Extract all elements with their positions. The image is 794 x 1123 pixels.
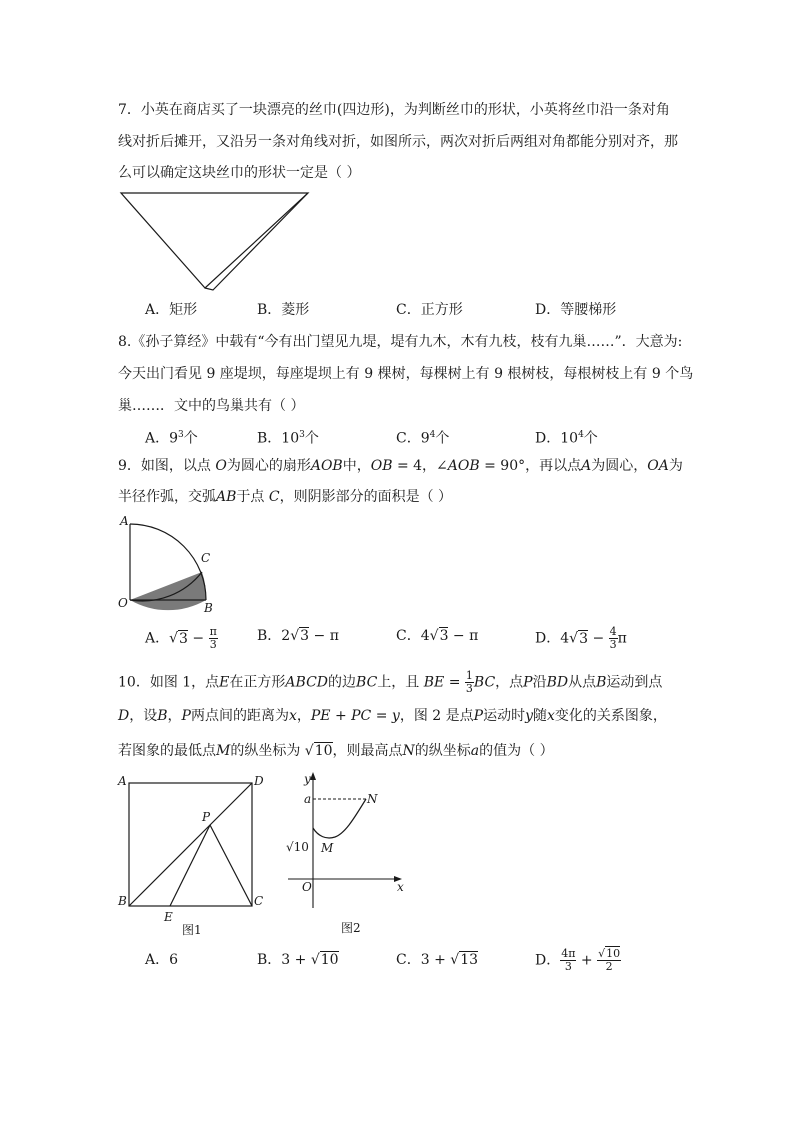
q7-text-line-2: 线对折后摊开，又沿另一条对角线对折，如图所示，两次对折后两组对角都能分别对齐，那 bbox=[118, 134, 678, 150]
q10-diagonal-bd bbox=[129, 783, 252, 906]
q9-label-c: C bbox=[201, 551, 211, 565]
q10-fig2-label-o: O bbox=[302, 880, 312, 894]
q10-curve bbox=[313, 799, 366, 838]
q10-text-line-2: D，设B，P两点间的距离为x，PE + PC = y，图 2 是点P运动时y随x变化的关系图象， bbox=[118, 708, 667, 724]
q8-text-line-3: 巢……．文中的鸟巢共有（ ） bbox=[118, 398, 305, 414]
q9-sector-figure bbox=[118, 513, 228, 618]
q9-text-line-1: 9．如图，以点 O为圆心的扇形AOB中，OB = 4，∠AOB = 90°，再以点A为圆心，OA为 bbox=[118, 458, 683, 474]
q10-fig1-label-a: A bbox=[118, 774, 127, 788]
q10-fig2-label-n: N bbox=[367, 792, 378, 806]
q7-option-a[interactable]: A．矩形 bbox=[145, 302, 198, 318]
q10-fig1-label-p: P bbox=[202, 810, 211, 824]
q10-figure-2 bbox=[280, 770, 420, 937]
q10-option-b[interactable]: B．3 + √10 bbox=[257, 952, 339, 968]
q10-fig1-label-d: D bbox=[254, 774, 264, 788]
q10-segment-pe bbox=[170, 825, 210, 906]
q8-option-d[interactable]: D．$10^4$个 bbox=[535, 430, 598, 447]
q10-fig2-label-sqrt10: √10 bbox=[286, 840, 309, 854]
q10-option-a[interactable]: A．6 bbox=[145, 952, 179, 968]
q9-shaded-region bbox=[130, 572, 206, 610]
q7-option-c[interactable]: C．正方形 bbox=[396, 302, 463, 318]
q10-option-d[interactable]: D． $\frac{4\pi}{3}$ + $\frac{√10}{2}$ bbox=[535, 947, 621, 973]
q8-option-b[interactable]: B．$10^3$个 bbox=[257, 430, 319, 447]
q9-text-line-2: 半径作弧，交弧AB于点 C，则阴影部分的面积是（ ） bbox=[118, 489, 453, 505]
q7-text-line-1: 7．小英在商店买了一块漂亮的丝巾(四边形)，为判断丝巾的形状，小英将丝巾沿一条对角 bbox=[118, 102, 670, 118]
q9-label-a: A bbox=[120, 514, 129, 528]
q9-option-a[interactable]: A．√3 − $\frac{\pi}{3}$ bbox=[145, 625, 217, 651]
q10-text-line-1: 10．如图 1，点E在正方形ABCD的边BC上，且 BE = $\frac{1}{3}$ BC，点P沿BD从点B运动到点 bbox=[118, 669, 663, 695]
q8-option-a[interactable]: A．$9^3$个 bbox=[145, 430, 198, 447]
q10-fig1-label-c: C bbox=[254, 894, 264, 908]
q10-fig1-label-e: E bbox=[164, 910, 173, 924]
q7-folded-scarf-figure bbox=[118, 190, 318, 294]
q8-text-line-2: 今天出门看见 9 座堤坝，每座堤坝上有 9 棵树，每棵树上有 9 根树枝，每根树枝上有 9 个鸟 bbox=[118, 366, 694, 382]
q9-label-o: O bbox=[118, 596, 128, 610]
q7-text-line-3: 么可以确定这块丝巾的形状一定是（ ） bbox=[118, 165, 361, 181]
q7-option-d[interactable]: D．等腰梯形 bbox=[535, 302, 617, 318]
q7-option-b[interactable]: B．菱形 bbox=[257, 302, 310, 318]
q7-fold-triangle bbox=[121, 193, 308, 288]
q9-option-d[interactable]: D．4√3 − $\frac{4}{3}$ π bbox=[535, 625, 627, 651]
q10-text-line-3: 若图象的最低点M的纵坐标为 √10，则最高点N的纵坐标a的值为（ ） bbox=[118, 743, 554, 759]
q10-option-c[interactable]: C．3 + √13 bbox=[396, 952, 479, 968]
q10-fig1-label-b: B bbox=[118, 894, 127, 908]
q8-option-c[interactable]: C．$9^4$个 bbox=[396, 430, 450, 447]
q10-figure-1 bbox=[118, 772, 268, 937]
q9-option-b[interactable]: B．2√3 − π bbox=[257, 628, 339, 644]
q10-fig2-caption: 图2 bbox=[341, 921, 361, 935]
q9-label-b: B bbox=[204, 601, 213, 615]
q9-option-c[interactable]: C．4√3 − π bbox=[396, 628, 479, 644]
q10-fig2-label-m: M bbox=[321, 841, 334, 855]
q10-fig2-label-a: a bbox=[304, 792, 312, 806]
q10-y-axis-arrow bbox=[310, 772, 316, 780]
q8-text-line-1: 8.《孙子算经》中载有“今有出门望见九堤，堤有九木，木有九枝，枝有九巢……”．大意为: bbox=[118, 334, 683, 350]
q10-fig1-caption: 图1 bbox=[182, 923, 202, 937]
q10-fig2-label-x: x bbox=[397, 880, 404, 894]
q10-fig2-label-y: y bbox=[304, 772, 311, 786]
q10-segment-pc bbox=[210, 825, 252, 906]
